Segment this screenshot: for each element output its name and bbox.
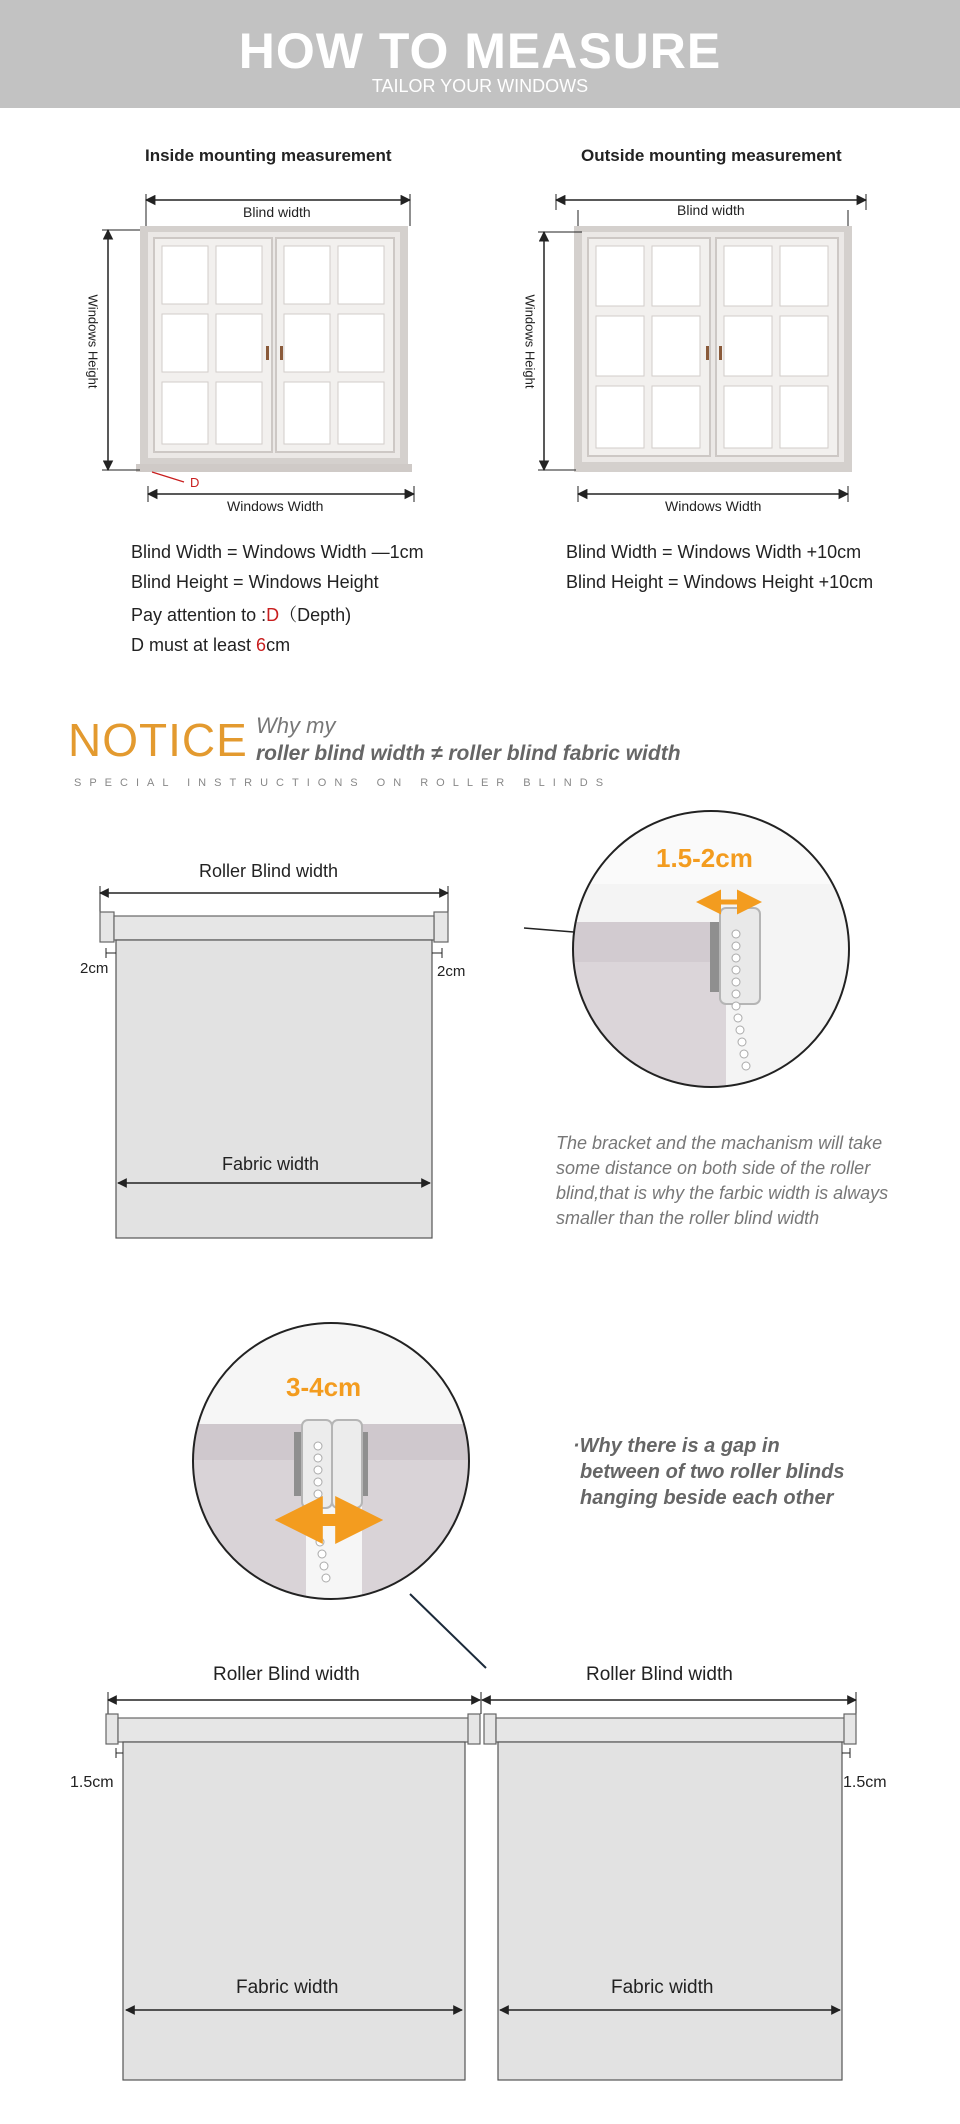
inside-heading: Inside mounting measurement bbox=[145, 146, 392, 165]
single-zoom-measure: 1.5-2cm bbox=[656, 843, 753, 873]
page-title: HOW TO MEASURE bbox=[238, 23, 722, 79]
double-question-line2: between of two roller blinds bbox=[580, 1461, 845, 1483]
double-fabric-width-right-label: Fabric width bbox=[611, 1977, 714, 1998]
double-gap-left-label: 1.5cm bbox=[70, 1774, 114, 1791]
min-unit: cm bbox=[266, 635, 291, 655]
double-gap-zoom bbox=[186, 1316, 476, 1606]
inside-formula-width: Blind Width = Windows Width —1cm bbox=[131, 542, 424, 562]
outside-window-diagram bbox=[520, 180, 870, 530]
page-subtitle: TAILOR YOUR WINDOWS bbox=[371, 76, 589, 96]
single-gap-left-label: 2cm bbox=[80, 960, 109, 977]
notice-subtitle: SPECIAL INSTRUCTIONS ON ROLLER BLINDS bbox=[74, 777, 612, 789]
single-roller-width-label: Roller Blind width bbox=[199, 861, 339, 881]
attention-depth: （Depth) bbox=[279, 605, 352, 625]
inside-formula-height: Blind Height = Windows Height bbox=[131, 572, 379, 592]
outside-blind-width-label: Blind width bbox=[677, 202, 745, 218]
inside-windows-height-label: Windows Height bbox=[85, 294, 101, 389]
double-zoom-pointer bbox=[400, 1588, 500, 1678]
double-question-line3: hanging beside each other bbox=[580, 1487, 834, 1509]
notice-question-line2: roller blind width ≠ roller blind fabric width bbox=[256, 742, 681, 765]
inside-windows-width-label: Windows Width bbox=[227, 498, 324, 514]
notice-title: NOTICE bbox=[68, 714, 248, 766]
outside-windows-width-label: Windows Width bbox=[665, 498, 762, 514]
attention-text: Pay attention to : bbox=[131, 605, 267, 625]
double-roller-width-left-label: Roller Blind width bbox=[213, 1664, 360, 1685]
depth-minimum-note bbox=[131, 630, 290, 660]
outside-formula-width: Blind Width = Windows Width +10cm bbox=[566, 542, 862, 562]
single-roller-diagram bbox=[70, 850, 490, 1260]
depth-label: D bbox=[190, 475, 200, 490]
outside-heading: Outside mounting measurement bbox=[581, 146, 842, 165]
double-question-line1: ·Why there is a gap in bbox=[573, 1435, 780, 1457]
inside-window-diagram bbox=[90, 180, 440, 530]
outside-formula-height: Blind Height = Windows Height +10cm bbox=[566, 572, 874, 592]
notice-question-line1: Why my bbox=[256, 713, 336, 738]
min-value: 6 bbox=[256, 635, 267, 655]
single-fabric-width-label: Fabric width bbox=[222, 1154, 320, 1174]
double-zoom-measure: 3-4cm bbox=[286, 1372, 362, 1402]
double-fabric-width-left-label: Fabric width bbox=[236, 1977, 339, 1998]
double-roller-width-right-label: Roller Blind width bbox=[586, 1664, 733, 1685]
single-gap-right-label: 2cm bbox=[437, 963, 466, 980]
double-gap-right-label: 1.5cm bbox=[843, 1774, 887, 1791]
min-text: D must at least bbox=[131, 635, 257, 655]
single-explanation: The bracket and the machanism will take some distance on both side of the roller blind,that is why the farbic width is always smaller than the roller blind width bbox=[556, 1133, 889, 1228]
outside-windows-height-label: Windows Height bbox=[522, 294, 538, 389]
inside-blind-width-label: Blind width bbox=[243, 204, 311, 220]
attention-d: D bbox=[266, 605, 280, 625]
double-roller-diagram bbox=[60, 1680, 910, 2100]
depth-attention-note bbox=[131, 600, 351, 630]
